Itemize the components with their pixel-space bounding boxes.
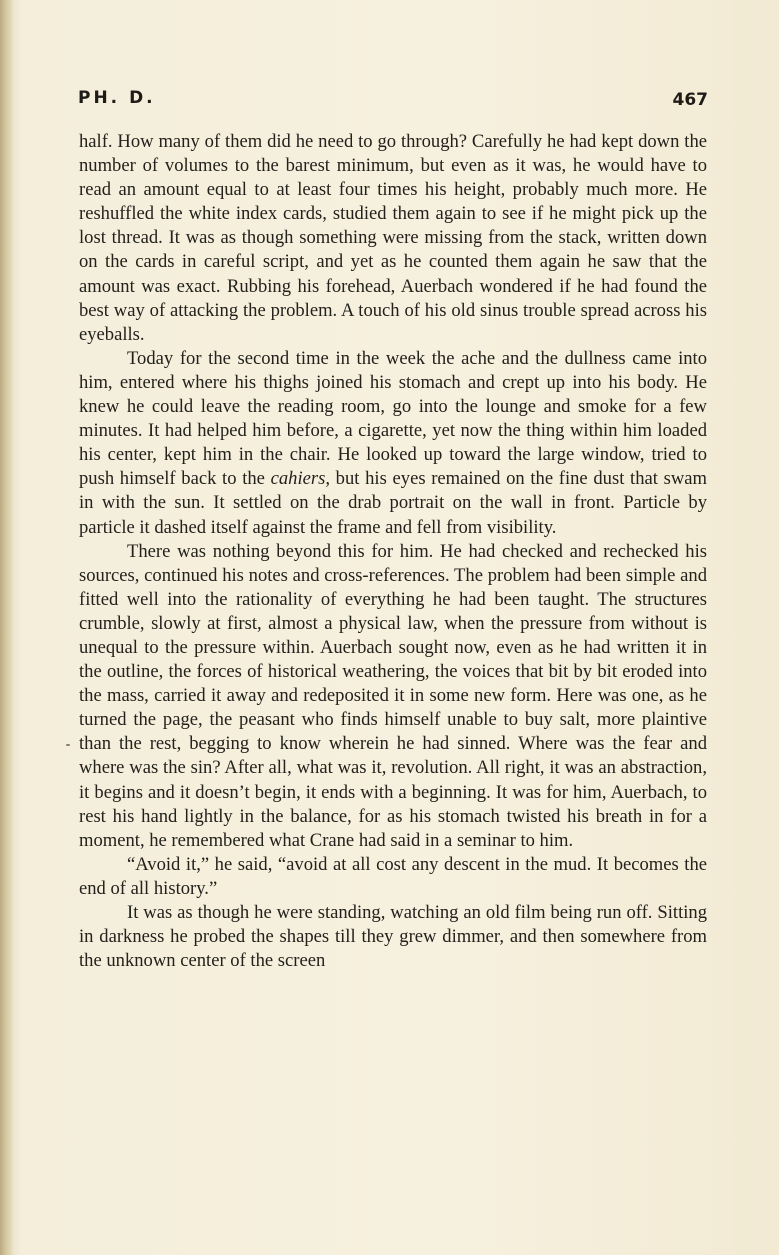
binding-shadow — [0, 0, 14, 1255]
italic-cahiers: cahiers, — [270, 468, 330, 490]
page-number: 467 — [672, 90, 708, 110]
running-head: PH. D. — [78, 88, 156, 108]
paragraph-2 — [79, 347, 707, 540]
paragraph-4: “Avoid it,” he said, “avoid at all cost any descent in the mud. It becomes the end of all history.” — [79, 853, 707, 899]
ink-speck — [66, 744, 70, 746]
body-text — [79, 130, 707, 973]
paragraph-5: It was as though he were standing, watching an old film being run off. Sitting in darkness he probed the shapes till they grew dimmer, and then somewhere from the unknown center of the screen — [79, 902, 707, 972]
page-header — [78, 88, 708, 112]
paragraph-1: half. How many of them did he need to go through? Carefully he had kept down the number of volumes to the barest minimum, but even as it was, he would have to read an amount equal to at least four times his height, probably much more. He reshuffled the white index cards, studied them again to see if he might pick up the lost thread. It was as though something were missing from the stack, written down on the cards in careful script, and yet as he counted them again he saw that the amount was exact. Rubbing his forehead, Auerbach wondered if he had found the best way of attacking the problem. A touch of his old sinus trouble spread across his eyeballs. — [79, 131, 707, 345]
paragraph-2-text-after: but his eyes remained on the fine dust that swam in with the sun. It settled on the drab portrait on the wall in front. Particle by particle it dashed itself against the frame and fell from visibility. — [79, 468, 707, 538]
paragraph-3: There was nothing beyond this for him. He had checked and rechecked his sources, continued his notes and cross-references. The problem had been simple and fitted well into the rationality of everything he had been taught. The structures crumble, slowly at first, almost a physical law, when the pressure from without is unequal to the pressure within. Auerbach sought now, even as he had written it in the outline, the forces of historical weathering, the voices that bit by bit eroded into the mass, carried it away and redeposited it in some new form. Here was one, as he turned the page, the peasant who finds himself unable to buy salt, more plaintive than the rest, begging to know wherein he had sinned. Where was the fear and where was the sin? After all, what was it, revolution. All right, it was an abstraction, it begins and it doesn’t begin, it ends with a beginning. It was for him, Auerbach, to rest his hand lightly in the balance, for as his stomach twisted his breath in for a moment, he remembered what Crane had said in a seminar to him. — [79, 540, 707, 851]
paragraph-2-text-before: Today for the second time in the week the ache and the dullness came into him, entered where his thighs joined his stomach and crept up into his body. He knew he could leave the reading room, go into the lounge and smoke for a few minutes. It had helped him before, a cigarette, yet now the thing within him loaded his center, kept him in the chair. He looked up toward the large window, tried to push himself back to the — [79, 347, 707, 490]
